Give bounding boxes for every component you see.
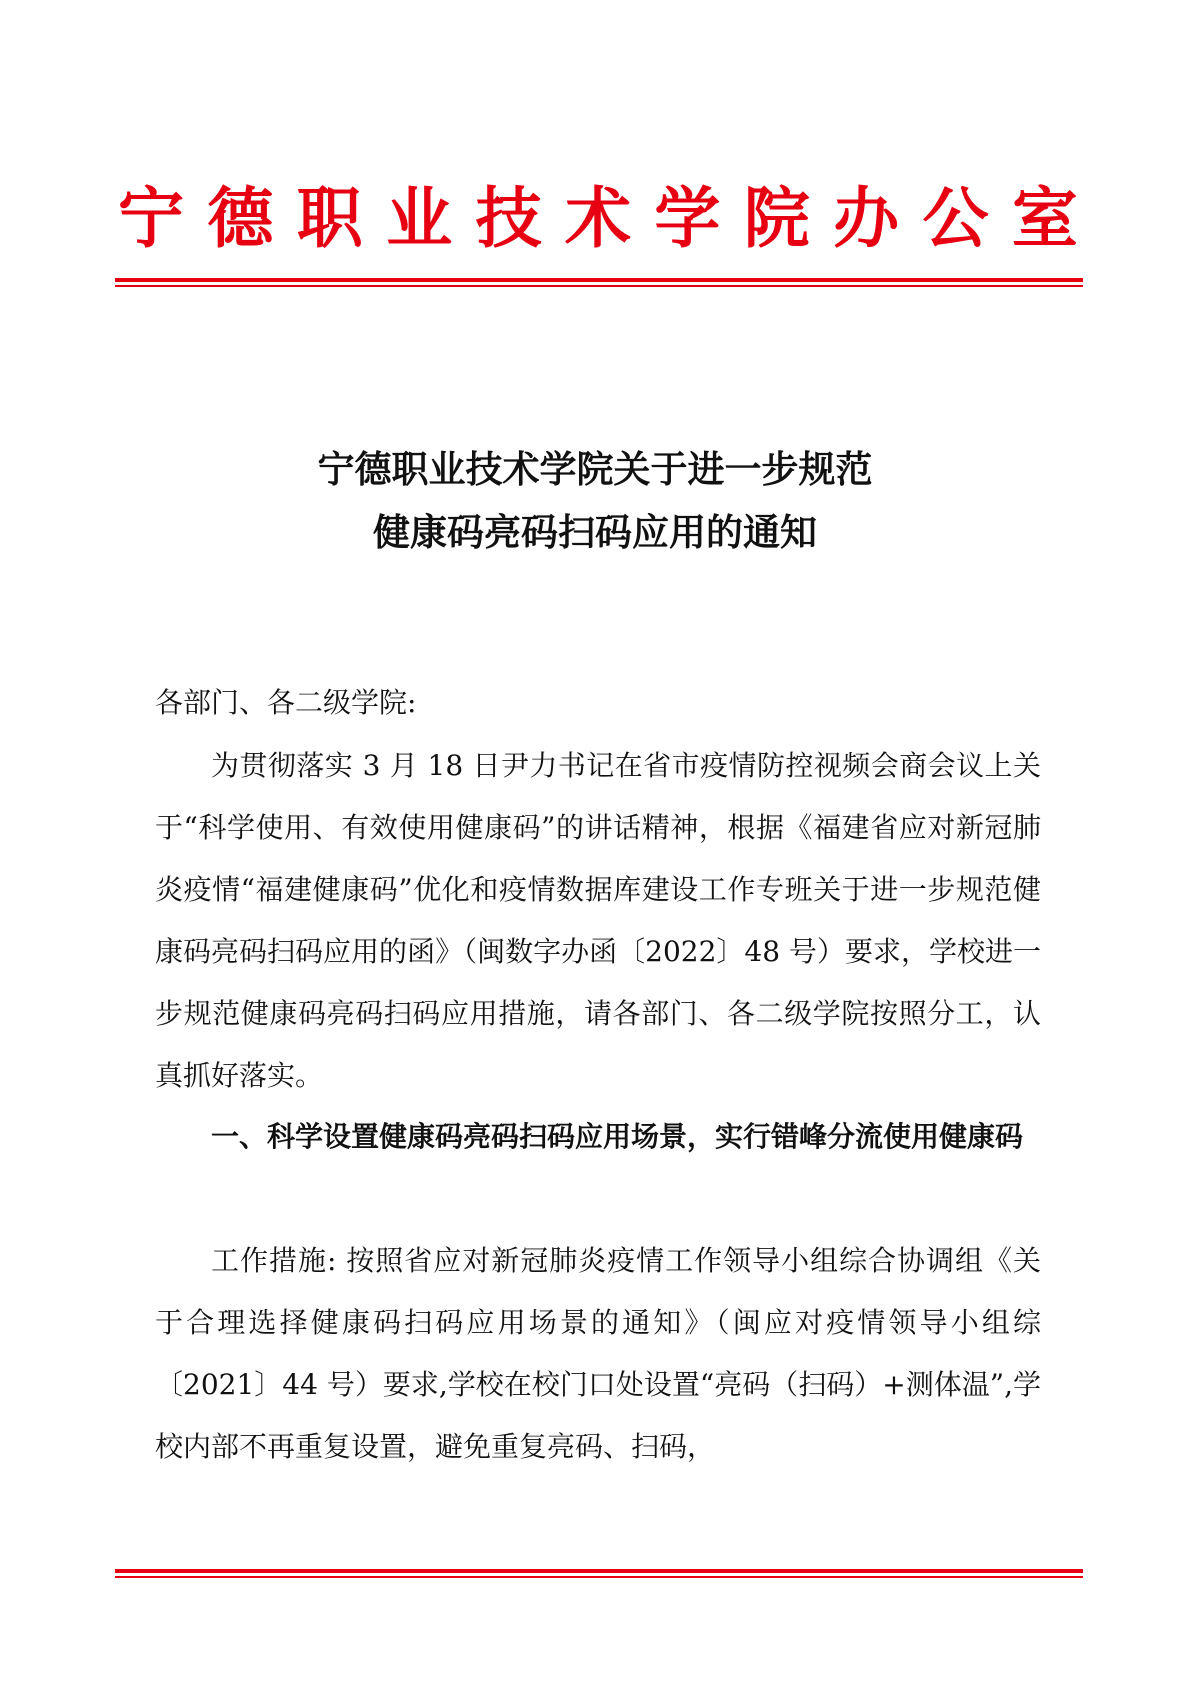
footer-divider-thick (115, 1569, 1083, 1573)
section-heading-1: 一、科学设置健康码亮码扫码应用场景，实行错峰分流使用健康码 (211, 1120, 1024, 1153)
letterhead-char: 术 (564, 178, 631, 257)
header-divider-thick (115, 278, 1083, 282)
letterhead-title (118, 170, 1078, 265)
paragraph-work-measures: 工作措施: 按照省应对新冠肺炎疫情工作领导小组综合协调组《关于合理选择健康码扫码应用场景的通知》（闽应对疫情领导小组综〔2021〕44 号）要求,学校在校门口处设置“亮码（扫码）+测体温”,学校内部不再重复设置，避免重复亮码、扫码， (155, 1244, 1041, 1463)
document-title-line-2: 健康码亮码扫码应用的通知 (373, 511, 817, 554)
footer-divider-thin (115, 1576, 1083, 1578)
letterhead-char: 室 (1011, 178, 1078, 257)
letterhead-char: 院 (743, 178, 810, 257)
letterhead-char: 办 (833, 178, 900, 257)
letterhead-char: 职 (296, 178, 363, 257)
document-title-line-1: 宁德职业技术学院关于进一步规范 (317, 448, 873, 491)
letterhead-char: 学 (654, 178, 721, 257)
salutation: 各部门、各二级学院: (155, 686, 417, 719)
letterhead-char: 技 (475, 178, 542, 257)
letterhead-char: 业 (386, 178, 453, 257)
header-divider-thin (115, 285, 1083, 287)
letterhead-char: 德 (207, 178, 274, 257)
letterhead-char: 宁 (118, 178, 184, 257)
letterhead-char: 公 (922, 178, 989, 257)
paragraph-intro: 为贯彻落实 3 月 18 日尹力书记在省市疫情防控视频会商会议上关于“科学使用、有效使用健康码”的讲话精神，根据《福建省应对新冠肺炎疫情“福建健康码”优化和疫情数据库建设工作专班关于进一步规范健康码亮码扫码应用的函》（闽数字办函〔2022〕48 号）要求，学校进一步规范健康码亮码扫码应用措施，请各部门、各二级学院按照分工，认真抓好落实。 (155, 749, 1041, 1092)
